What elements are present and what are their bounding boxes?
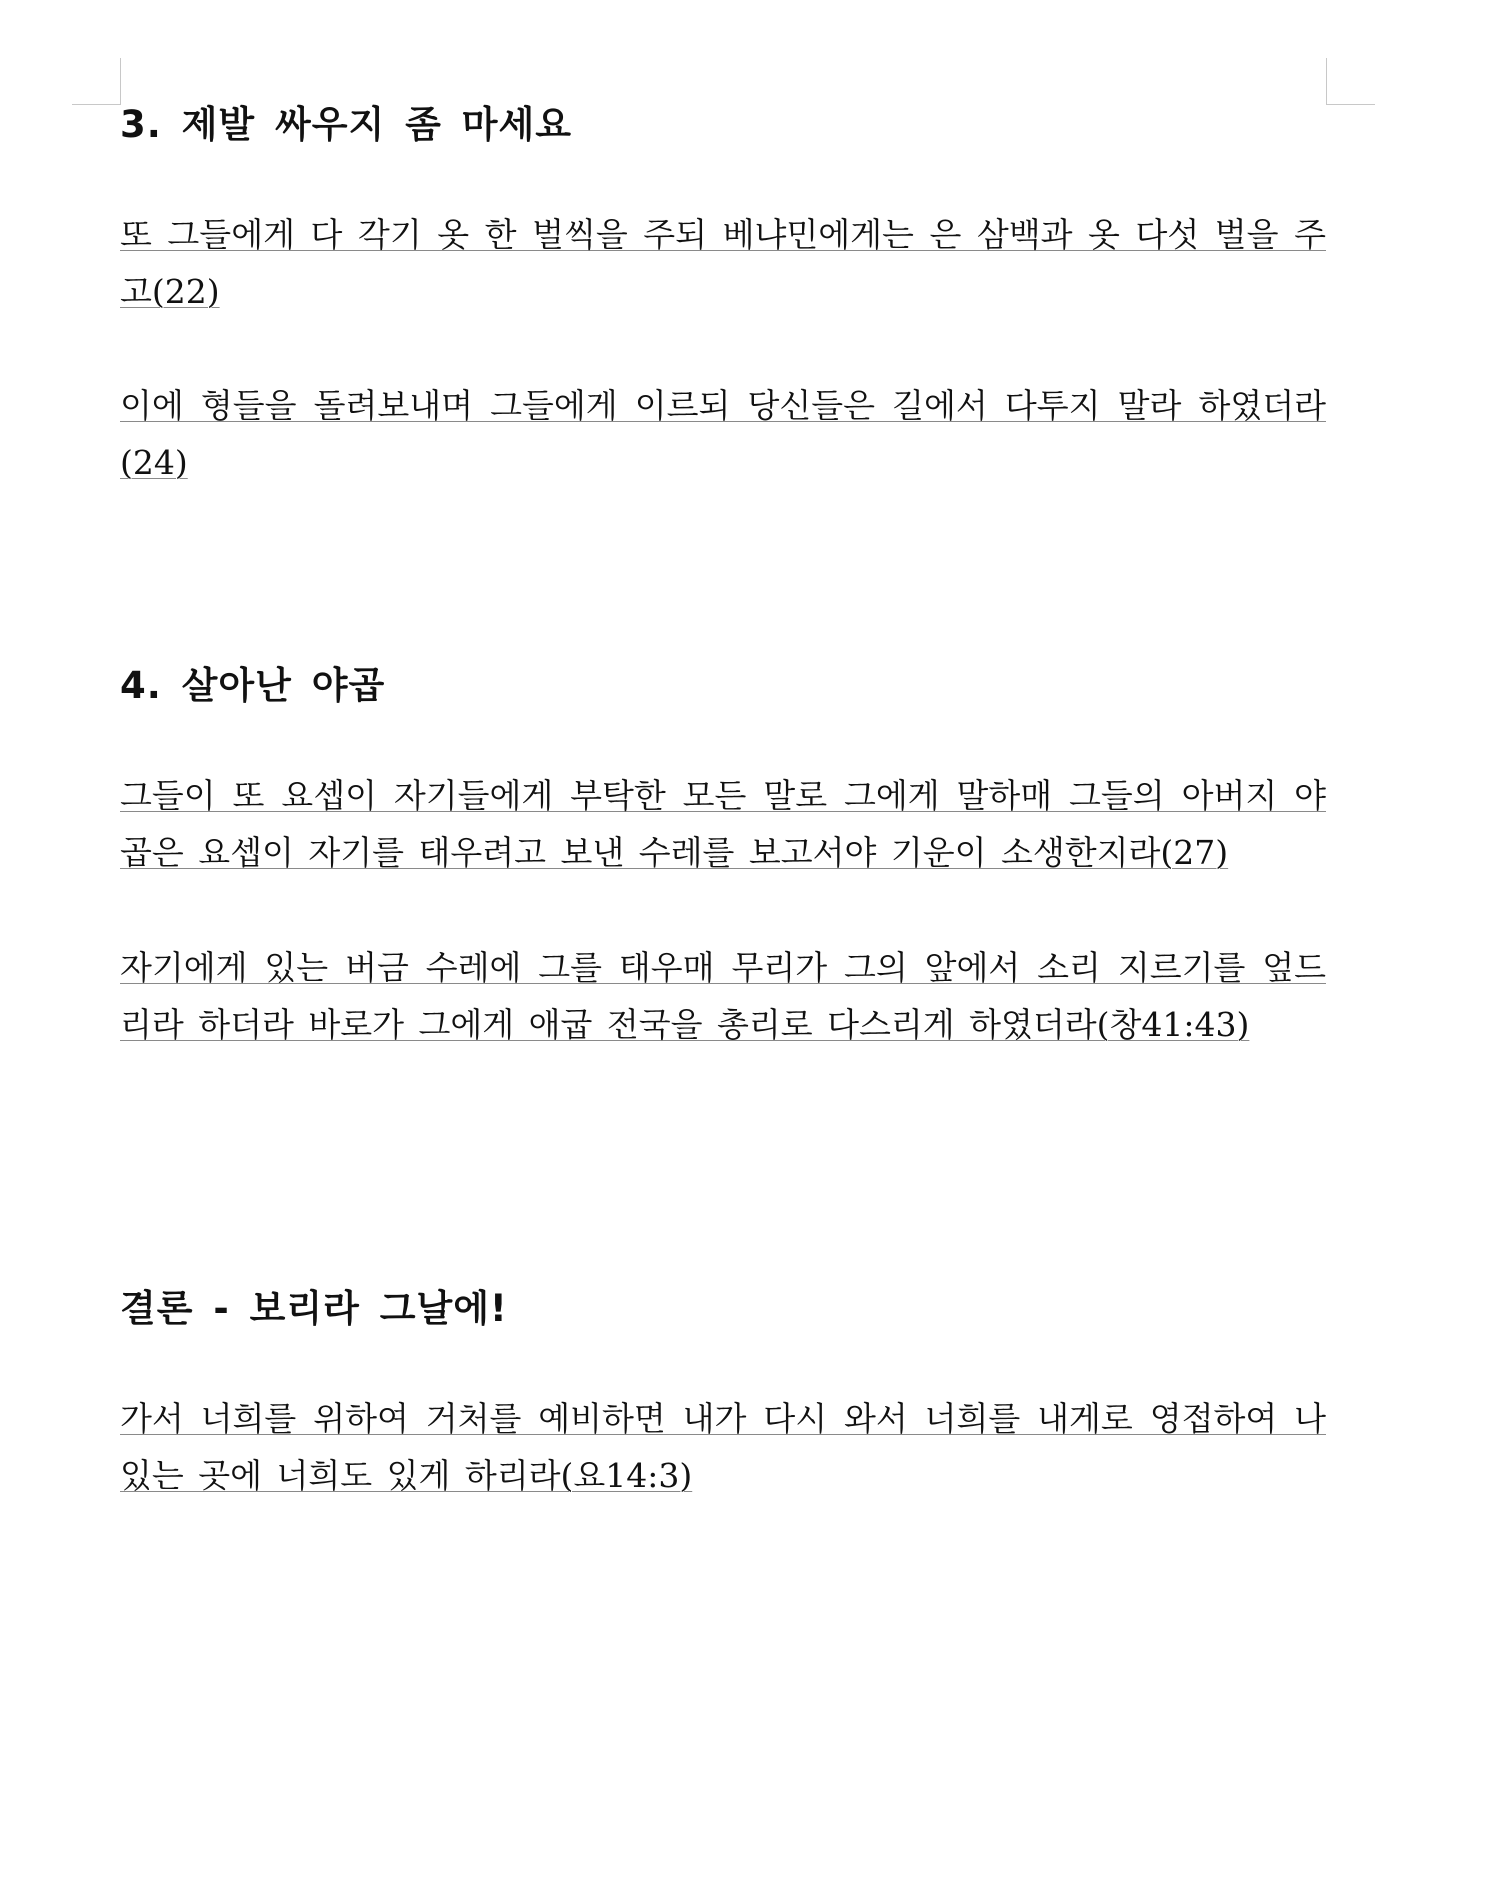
section-heading: 3. 제발 싸우지 좀 마세요 xyxy=(120,103,573,146)
verse-paragraph xyxy=(120,377,1326,491)
section-heading: 결론 - 보리라 그날에! xyxy=(120,1287,508,1330)
verse-paragraph xyxy=(120,1390,1326,1504)
verse-text: 또 그들에게 다 각기 옷 한 벌씩을 주되 베냐민에게는 은 삼백과 옷 다섯 벌을 주고(22) xyxy=(120,215,1326,311)
section-heading: 4. 살아난 야곱 xyxy=(120,664,386,707)
page-corner-mark-top-right xyxy=(1326,58,1375,105)
document-body xyxy=(120,98,1326,1504)
verse-paragraph xyxy=(120,939,1326,1053)
verse-paragraph xyxy=(120,767,1326,881)
verse-text: 자기에게 있는 버금 수레에 그를 태우매 무리가 그의 앞에서 소리 지르기를 엎드리라 하더라 바로가 그에게 애굽 전국을 총리로 다스리게 하였더라(창41:43) xyxy=(120,948,1326,1044)
verse-text: 그들이 또 요셉이 자기들에게 부탁한 모든 말로 그에게 말하매 그들의 아버지 야곱은 요셉이 자기를 태우려고 보낸 수레를 보고서야 기운이 소생한지라(27) xyxy=(120,776,1326,872)
page-corner-mark-top-left xyxy=(72,58,121,105)
verse-paragraph xyxy=(120,206,1326,320)
verse-text: 가서 너희를 위하여 거처를 예비하면 내가 다시 와서 너희를 내게로 영접하여 나 있는 곳에 너희도 있게 하리라(요14:3) xyxy=(120,1399,1326,1495)
verse-text: 이에 형들을 돌려보내며 그들에게 이르되 당신들은 길에서 다투지 말라 하였더라(24) xyxy=(120,386,1326,482)
